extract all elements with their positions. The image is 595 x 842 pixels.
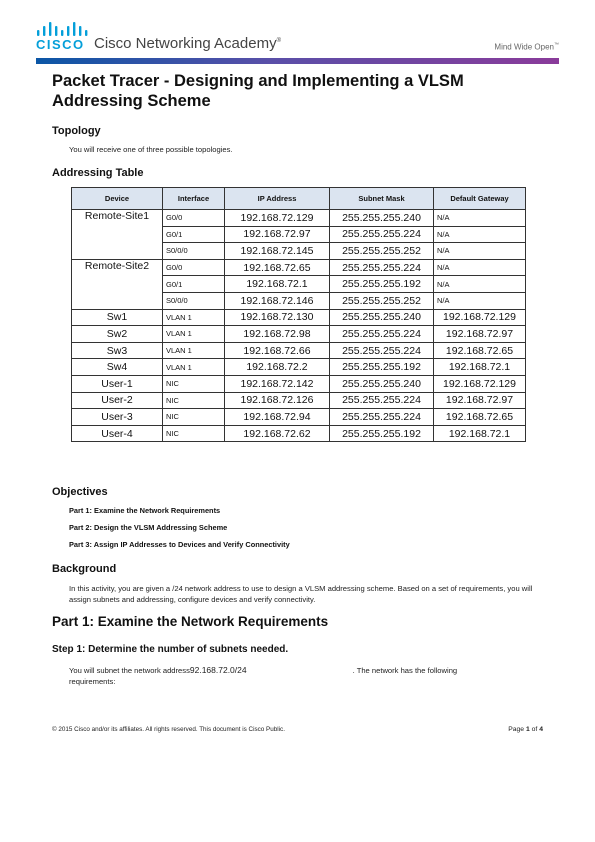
cisco-logo-bars	[36, 21, 88, 37]
cell-ip-address: 192.168.72.129	[225, 210, 330, 227]
table-row	[72, 210, 526, 227]
table-row	[72, 342, 526, 359]
network-address: 92.168.72.0/24	[189, 665, 247, 675]
cell-ip-address: 192.168.72.62	[225, 425, 330, 442]
cell-default-gateway: N/A	[434, 210, 526, 227]
cell-subnet-mask: 255.255.255.192	[330, 359, 434, 376]
cell-subnet-mask: 255.255.255.252	[330, 292, 434, 309]
cell-default-gateway: N/A	[434, 292, 526, 309]
cell-device: Sw4	[72, 359, 163, 376]
academy-name: Cisco Networking Academy®	[94, 35, 281, 52]
cell-interface: VLAN 1	[163, 309, 225, 326]
cell-subnet-mask: 255.255.255.192	[330, 276, 434, 293]
table-row	[72, 409, 526, 426]
topology-heading: Topology	[52, 125, 101, 137]
objective-3: Part 3: Assign IP Addresses to Devices and Verify Connectivity	[69, 540, 290, 549]
tagline: Mind Wide Open™	[494, 42, 559, 52]
header-rule	[36, 58, 559, 64]
cell-interface: NIC	[163, 425, 225, 442]
table-row	[72, 326, 526, 343]
table-header-row	[72, 188, 526, 210]
addressing-table-body	[72, 210, 526, 442]
table-row	[72, 425, 526, 442]
addressing-table-heading: Addressing Table	[52, 167, 144, 179]
topology-text: You will receive one of three possible topologies.	[69, 145, 233, 154]
cell-device: User-2	[72, 392, 163, 409]
cell-device: User-4	[72, 425, 163, 442]
cell-interface: G0/1	[163, 276, 225, 293]
cell-interface: S0/0/0	[163, 243, 225, 260]
col-ip-address: IP Address	[225, 188, 330, 210]
cell-subnet-mask: 255.255.255.240	[330, 210, 434, 227]
page-title: Packet Tracer - Designing and Implementing a VLSM Addressing Scheme	[52, 72, 464, 110]
cell-device: User-1	[72, 375, 163, 392]
cell-default-gateway: 192.168.72.65	[434, 409, 526, 426]
cell-default-gateway: N/A	[434, 276, 526, 293]
cell-default-gateway: 192.168.72.1	[434, 425, 526, 442]
cell-ip-address: 192.168.72.65	[225, 259, 330, 276]
cell-default-gateway: 192.168.72.97	[434, 392, 526, 409]
cell-ip-address: 192.168.72.142	[225, 375, 330, 392]
table-row	[72, 392, 526, 409]
cell-ip-address: 192.168.72.98	[225, 326, 330, 343]
cell-ip-address: 192.168.72.2	[225, 359, 330, 376]
step1-heading: Step 1: Determine the number of subnets needed.	[52, 644, 289, 655]
col-subnet-mask: Subnet Mask	[330, 188, 434, 210]
cell-device: Sw1	[72, 309, 163, 326]
cell-device: User-3	[72, 409, 163, 426]
cell-ip-address: 192.168.72.130	[225, 309, 330, 326]
table-row	[72, 309, 526, 326]
cell-subnet-mask: 255.255.255.252	[330, 243, 434, 260]
cell-default-gateway: N/A	[434, 226, 526, 243]
col-default-gateway: Default Gateway	[434, 188, 526, 210]
cell-interface: NIC	[163, 375, 225, 392]
cell-ip-address: 192.168.72.1	[225, 276, 330, 293]
cell-interface: G0/0	[163, 210, 225, 227]
cell-device: Sw2	[72, 326, 163, 343]
cell-subnet-mask: 255.255.255.224	[330, 259, 434, 276]
background-text: In this activity, you are given a /24 network address to use to design a VLSM addressing scheme. Based on a set of requirements, you will assign subnets and addressing, configure devices and verify connectivity.	[69, 584, 533, 604]
cell-default-gateway: 192.168.72.97	[434, 326, 526, 343]
cell-subnet-mask: 255.255.255.240	[330, 375, 434, 392]
cell-interface: VLAN 1	[163, 359, 225, 376]
table-row	[72, 375, 526, 392]
cell-subnet-mask: 255.255.255.192	[330, 425, 434, 442]
objectives-heading: Objectives	[52, 486, 108, 498]
cell-default-gateway: 192.168.72.129	[434, 375, 526, 392]
cell-device: Remote-Site2	[72, 259, 163, 309]
cell-interface: NIC	[163, 409, 225, 426]
cell-default-gateway: N/A	[434, 243, 526, 260]
cell-device: Sw3	[72, 342, 163, 359]
col-device: Device	[72, 188, 163, 210]
cell-interface: NIC	[163, 392, 225, 409]
background-heading: Background	[52, 563, 117, 575]
cell-default-gateway: 192.168.72.129	[434, 309, 526, 326]
cell-subnet-mask: 255.255.255.240	[330, 309, 434, 326]
col-interface: Interface	[163, 188, 225, 210]
part1-heading: Part 1: Examine the Network Requirements	[52, 614, 329, 629]
cell-device: Remote-Site1	[72, 210, 163, 260]
footer-page-number: Page 1 of 4	[508, 726, 543, 733]
table-row	[72, 259, 526, 276]
cell-interface: S0/0/0	[163, 292, 225, 309]
objective-1: Part 1: Examine the Network Requirements	[69, 506, 221, 515]
cell-subnet-mask: 255.255.255.224	[330, 342, 434, 359]
cell-ip-address: 192.168.72.145	[225, 243, 330, 260]
cell-interface: VLAN 1	[163, 326, 225, 343]
footer-copyright: © 2015 Cisco and/or its affiliates. All rights reserved. This document is Cisco Public.	[52, 726, 285, 733]
cell-subnet-mask: 255.255.255.224	[330, 226, 434, 243]
cell-interface: G0/0	[163, 259, 225, 276]
cell-interface: G0/1	[163, 226, 225, 243]
cell-default-gateway: N/A	[434, 259, 526, 276]
addressing-table	[71, 187, 526, 442]
cell-interface: VLAN 1	[163, 342, 225, 359]
objective-2: Part 2: Design the VLSM Addressing Scheme	[69, 523, 228, 532]
cell-ip-address: 192.168.72.146	[225, 292, 330, 309]
cisco-logo-text: CISCO	[36, 37, 85, 52]
cell-subnet-mask: 255.255.255.224	[330, 326, 434, 343]
cell-subnet-mask: 255.255.255.224	[330, 409, 434, 426]
cell-ip-address: 192.168.72.94	[225, 409, 330, 426]
cell-default-gateway: 192.168.72.1	[434, 359, 526, 376]
cell-ip-address: 192.168.72.126	[225, 392, 330, 409]
step1-text: You will subnet the network address92.168.72.0/24 . The network has the following requirements:	[69, 665, 458, 686]
cell-ip-address: 192.168.72.66	[225, 342, 330, 359]
cell-ip-address: 192.168.72.97	[225, 226, 330, 243]
table-row	[72, 359, 526, 376]
cell-subnet-mask: 255.255.255.224	[330, 392, 434, 409]
cell-default-gateway: 192.168.72.65	[434, 342, 526, 359]
